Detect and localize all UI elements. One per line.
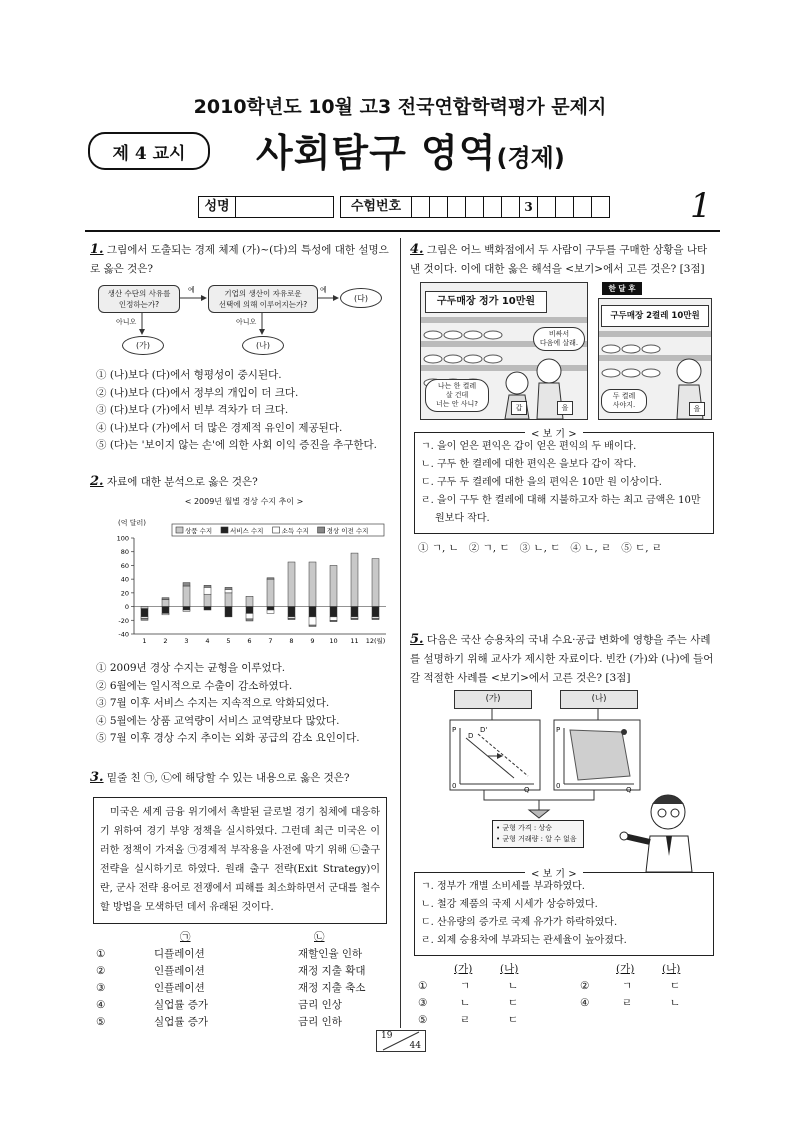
bar-1-1 <box>162 607 169 614</box>
q1-box-1: 생산 수단의 사유를 인정하는가? <box>98 285 180 313</box>
q3-option-1[interactable]: ① 디플레이션 재할인율 인하 <box>96 947 363 960</box>
page-counter: 19 44 <box>376 1030 426 1052</box>
y-tick-label-7: -40 <box>118 630 129 639</box>
label-eul: 을 <box>557 401 573 415</box>
q3-option-2[interactable]: ② 인플레이션 재정 지출 확대 <box>96 964 366 977</box>
bar-3-4 <box>225 587 232 589</box>
q1-option-5[interactable]: ⑤ (다)는 '보이지 않는 손'에 의한 사회 이익 증진을 추구한다. <box>96 439 377 451</box>
q3-passage: 미국은 세계 금융 위기에서 촉발된 글로벌 경기 침체에 대응하기 위하여 경기 부양 정책을 실시하였다. 그런데 최근 미국은 이러한 정책이 가져올 ㉠경제적 부작용을 사전에 막기 위해 ㉡출구 전략을 실시하기로 하였다. 원래 출구 전략(Exit Strategy)이란, 군사 전략 용어로 전쟁에서 피해를 최소화하면서 군대를 철수할 방법을 모색하던 데서 유래된 것이다. <box>100 807 380 913</box>
bar-3-6 <box>267 578 274 579</box>
question-4: 4. 그림은 어느 백화점에서 두 사람이 구두를 구매한 상황을 나타낸 것이다. 이에 대한 옳은 해석을 <보기>에서 고른 것은? [3점] <box>410 242 708 275</box>
x-tick-label-0: 1 <box>142 637 147 645</box>
q1-diagram: 생산 수단의 사유를 인정하는가? 기업의 생산이 자유로운 선택에 의해 이루어지는가? (다) (가) (나) 예 예 아니오 아니오 <box>96 283 386 355</box>
legend-label-2: 소득 수지 <box>281 527 309 535</box>
exam-number-field[interactable]: 수험번호 3 <box>340 196 610 218</box>
y-tick-label-0: 100 <box>116 534 129 543</box>
page-number: 1 <box>690 186 712 226</box>
x-tick-label-1: 2 <box>163 637 168 645</box>
q3-answer-table: ㉠ ㉡ ① 디플레이션 재할인율 인하 ② 인플레이션 재정 지출 확대 ③ 인플레이션 재정 지출 축소 ④ 실업률 증가 금리 인상 ⑤ 실업률 증가 금리 인하 <box>92 928 428 1030</box>
bar-0-7 <box>288 562 295 607</box>
x-tick-label-3: 4 <box>205 637 210 645</box>
bar-0-2 <box>183 586 190 607</box>
chart-title: < 2009년 월별 경상 수지 추이 > <box>184 497 304 506</box>
speech-bubble-3: 두 켤레 사야지. <box>601 389 647 413</box>
q2-chart <box>96 492 392 652</box>
x-tick-label-5: 6 <box>247 637 252 645</box>
bar-1-10 <box>351 607 358 617</box>
legend-swatch-1 <box>221 527 228 533</box>
x-tick-label-7: 8 <box>289 637 294 645</box>
bar-3-2 <box>183 583 190 586</box>
bar-0-3 <box>204 594 211 606</box>
x-tick-label-9: 10 <box>329 637 338 645</box>
q4-answers[interactable]: ① ㄱ, ㄴ ② ㄱ, ㄷ ③ ㄴ, ㄷ ④ ㄴ, ㄹ ⑤ ㄷ, ㄹ <box>418 542 663 554</box>
q5-options-row-1[interactable]: ① ㄱ ㄴ ② ㄱ ㄷ <box>418 979 681 992</box>
bar-2-6 <box>267 610 274 613</box>
bar-2-2 <box>183 610 190 611</box>
bar-1-5 <box>246 607 253 614</box>
speech-bubble-2: 나는 한 켤레 살 건데 너는 안 사니? <box>425 379 489 412</box>
period-label: 제 4 교시 <box>88 132 210 170</box>
q5-bogi-title: < 보 기 > <box>525 865 583 880</box>
q4-bogi-4: ㄹ. 을이 구두 한 켤레에 대해 지불하고자 하는 최고 금액은 10만 원보다 작다. <box>421 495 701 524</box>
one-month-later-label: 한 달 후 <box>602 282 642 295</box>
question-3-text: 밑줄 친 ㉠, ㉡에 해당할 수 있는 내용으로 옳은 것은? <box>106 772 350 784</box>
subject-title: 사회탐구 영역(경제) <box>256 131 565 175</box>
question-5-text: 다음은 국산 승용차의 국내 수요·공급 변화에 영향을 주는 사례를 설명하기 위해 교사가 제시한 자료이다. 빈칸 (가)와 (나)에 들어갈 적절한 사례를 <보기>에서 고른 것은? [3점] <box>410 634 714 684</box>
legend-label-1: 서비스 수지 <box>230 527 264 535</box>
q1-option-1[interactable]: ① (나)보다 (다)에서 형평성이 중시된다. <box>96 369 282 381</box>
y-tick-label-2: 60 <box>120 561 129 570</box>
bar-2-4 <box>225 589 232 592</box>
legend-label-0: 상품 수지 <box>185 527 213 535</box>
chart-svg <box>96 492 392 652</box>
bar-0-6 <box>267 579 274 606</box>
x-tick-label-2: 3 <box>184 637 189 645</box>
legend-swatch-3 <box>318 527 325 533</box>
q4-bogi-2: ㄴ. 구두 한 켤레에 대한 편익은 을보다 갑이 작다. <box>421 459 637 470</box>
bar-1-7 <box>288 607 295 617</box>
bar-0-10 <box>351 553 358 606</box>
legend-swatch-2 <box>273 527 280 533</box>
question-1: 1. 그림에서 도출되는 경제 체제 (가)~(다)의 특성에 대한 설명으로 옳은 것은? <box>90 242 389 275</box>
bar-2-8 <box>309 617 316 625</box>
exam-number-digit: 3 <box>520 197 538 217</box>
bar-0-9 <box>330 565 337 606</box>
q4-bogi-title: < 보 기 > <box>525 425 583 440</box>
q5-bogi-4: ㄹ. 외제 승용차에 부과되는 관세율이 높아졌다. <box>421 935 627 946</box>
bar-1-2 <box>183 607 190 610</box>
supply-demand-graphs <box>444 690 644 840</box>
y-tick-label-5: 0 <box>124 603 129 612</box>
y-tick-label-1: 80 <box>120 548 129 557</box>
exam-title: 2010학년도 10월 고3 전국연합학력평가 문제지 <box>193 96 607 118</box>
q3-option-3[interactable]: ③ 인플레이션 재정 지출 축소 <box>96 981 366 994</box>
y-tick-label-6: -20 <box>118 616 129 625</box>
q1-box-2: 기업의 생산이 자유로운 선택에 의해 이루어지는가? <box>208 285 318 313</box>
bar-1-9 <box>330 607 337 617</box>
bar-3-7 <box>288 618 295 619</box>
q2-option-4[interactable]: ④ 5월에는 상품 교역량이 서비스 교역량보다 많았다. <box>96 714 340 727</box>
question-3: 3. 밑줄 친 ㉠, ㉡에 해당할 수 있는 내용으로 옳은 것은? <box>90 770 350 785</box>
q1-option-4[interactable]: ④ (나)보다 (가)에서 더 많은 경제적 유인이 제공된다. <box>96 421 343 434</box>
q5-result-box: • 균형 가격 : 상승 • 균형 거래량 : 알 수 없음 <box>492 820 584 848</box>
name-field[interactable]: 성명 <box>198 196 334 218</box>
q3-passage-box <box>93 797 387 924</box>
bar-3-5 <box>246 619 253 621</box>
teacher-illustration <box>618 786 714 872</box>
q1-oval-da: (다) <box>340 288 382 308</box>
q1-oval-ga: (가) <box>122 336 164 355</box>
store-sign-2: 구두매장 2켤레 10만원 <box>601 305 709 327</box>
bar-2-1 <box>162 613 169 614</box>
q2-option-5[interactable]: ⑤ 7월 이후 경상 수지 추이는 외화 공급의 감소 요인이다. <box>96 732 360 744</box>
q5-options-row-2[interactable]: ③ ㄴ ㄷ ④ ㄹ ㄴ <box>418 996 681 1009</box>
legend-swatch-0 <box>176 527 183 533</box>
y-tick-label-4: 20 <box>120 589 129 598</box>
bar-3-0 <box>141 618 148 620</box>
bar-3-10 <box>351 618 358 619</box>
q2-option-1[interactable]: ① 2009년 경상 수지는 균형을 이루었다. <box>96 662 286 674</box>
x-tick-label-8: 9 <box>310 637 315 645</box>
q5-bogi-box <box>414 869 714 956</box>
q1-option-3[interactable]: ③ (다)보다 (가)에서 빈부 격차가 더 크다. <box>96 404 289 416</box>
question-4-text: 그림은 어느 백화점에서 두 사람이 구두를 구매한 상황을 나타낸 것이다. 이에 대한 옳은 해석을 <보기>에서 고른 것은? [3점] <box>410 244 708 275</box>
bar-0-8 <box>309 562 316 607</box>
label-gap: 갑 <box>511 401 527 415</box>
x-tick-label-6: 7 <box>268 637 273 645</box>
q1-options <box>96 367 396 455</box>
y-tick-label-3: 40 <box>120 575 129 584</box>
q4-bogi-box <box>414 429 714 534</box>
x-tick-label-4: 5 <box>226 637 231 645</box>
bar-1-8 <box>309 607 316 617</box>
x-tick-label-10: 11 <box>350 637 359 645</box>
q2-option-3[interactable]: ③ 7월 이후 서비스 수지는 지속적으로 악화되었다. <box>96 697 330 709</box>
q5-options-row-3[interactable]: ⑤ ㄹ ㄷ <box>418 1013 519 1026</box>
bar-0-5 <box>246 596 253 606</box>
q3-option-5[interactable]: ⑤ 실업률 증가 금리 인하 <box>96 1015 342 1028</box>
label-na-box: (나) <box>560 690 638 709</box>
q5-bogi-1: ㄱ. 정부가 개별 소비세를 부과하였다. <box>421 881 585 892</box>
bar-2-3 <box>204 587 211 594</box>
question-5: 5. 다음은 국산 승용차의 국내 수요·공급 변화에 영향을 주는 사례를 설명하기 위해 교사가 제시한 자료이다. 빈칸 (가)와 (나)에 들어갈 적절한 사례를 <보기>에서 고른 것은? [3점] <box>410 632 714 684</box>
bar-3-8 <box>309 625 316 626</box>
q1-arrows <box>96 283 386 355</box>
bar-3-1 <box>162 598 169 600</box>
bar-3-9 <box>330 620 337 621</box>
question-2-text: 자료에 대한 분석으로 옳은 것은? <box>106 476 258 488</box>
q2-option-2[interactable]: ② 6월에는 일시적으로 수출이 감소하였다. <box>96 679 293 692</box>
bar-3-11 <box>372 618 379 619</box>
q4-bogi-3: ㄷ. 구두 두 켤레에 대한 을의 편익은 10만 원 이상이다. <box>421 477 662 488</box>
q5-bogi-2: ㄴ. 철강 제품의 국제 시세가 상승하였다. <box>421 899 598 910</box>
bar-2-9 <box>330 617 337 620</box>
bar-1-3 <box>204 607 211 610</box>
q3-option-4[interactable]: ④ 실업률 증가 금리 인상 <box>96 998 342 1011</box>
q4-cartoon-panel-1 <box>420 282 588 420</box>
column-divider <box>400 238 401 1028</box>
bar-1-11 <box>372 607 379 617</box>
q4-bogi-1: ㄱ. 을이 얻은 편익은 갑이 얻은 편익의 두 배이다. <box>421 441 637 452</box>
header-rule <box>85 230 720 232</box>
q5-answer-table: (가) (나) (가) (나) ① ㄱ ㄴ ② ㄱ ㄷ ③ ㄴ ㄷ ④ ㄹ ㄴ ⑤ ㄹ ㄷ <box>414 960 704 1028</box>
bar-0-1 <box>162 600 169 607</box>
speech-bubble-1: 비싸서 다음에 살래. <box>533 327 585 351</box>
q1-option-2[interactable]: ② (나)보다 (다)에서 정부의 개입이 더 크다. <box>96 386 299 399</box>
bar-1-4 <box>225 607 232 617</box>
label-ga-box: (가) <box>454 690 532 709</box>
legend-label-3: 경상 이전 수지 <box>326 527 369 535</box>
bar-0-4 <box>225 593 232 607</box>
bar-0-0 <box>141 607 148 609</box>
chart-ylabel: (억 달러) <box>118 519 146 527</box>
bar-0-11 <box>372 559 379 607</box>
q2-options <box>96 660 396 748</box>
label-eul-2: 을 <box>689 402 705 416</box>
x-tick-label-11: 12(월) <box>365 637 386 645</box>
q1-oval-na: (나) <box>242 336 284 355</box>
q5-bogi-3: ㄷ. 산유량의 증가로 국제 유가가 하락하였다. <box>421 917 618 928</box>
question-2: 2. 자료에 대한 분석으로 옳은 것은? <box>90 474 258 489</box>
bar-1-6 <box>267 607 274 610</box>
q5-graph-panel: (가) (나) P D' D 0 Q P 0 Q <box>444 690 644 840</box>
store-sign-1: 구두매장 정가 10만원 <box>425 291 547 313</box>
q4-cartoon-panel-2 <box>598 298 712 420</box>
bar-3-3 <box>204 585 211 587</box>
bar-2-5 <box>246 613 253 618</box>
bar-1-0 <box>141 609 148 617</box>
question-1-text: 그림에서 도출되는 경제 체제 (가)~(다)의 특성에 대한 설명으로 옳은 것은? <box>90 244 389 275</box>
